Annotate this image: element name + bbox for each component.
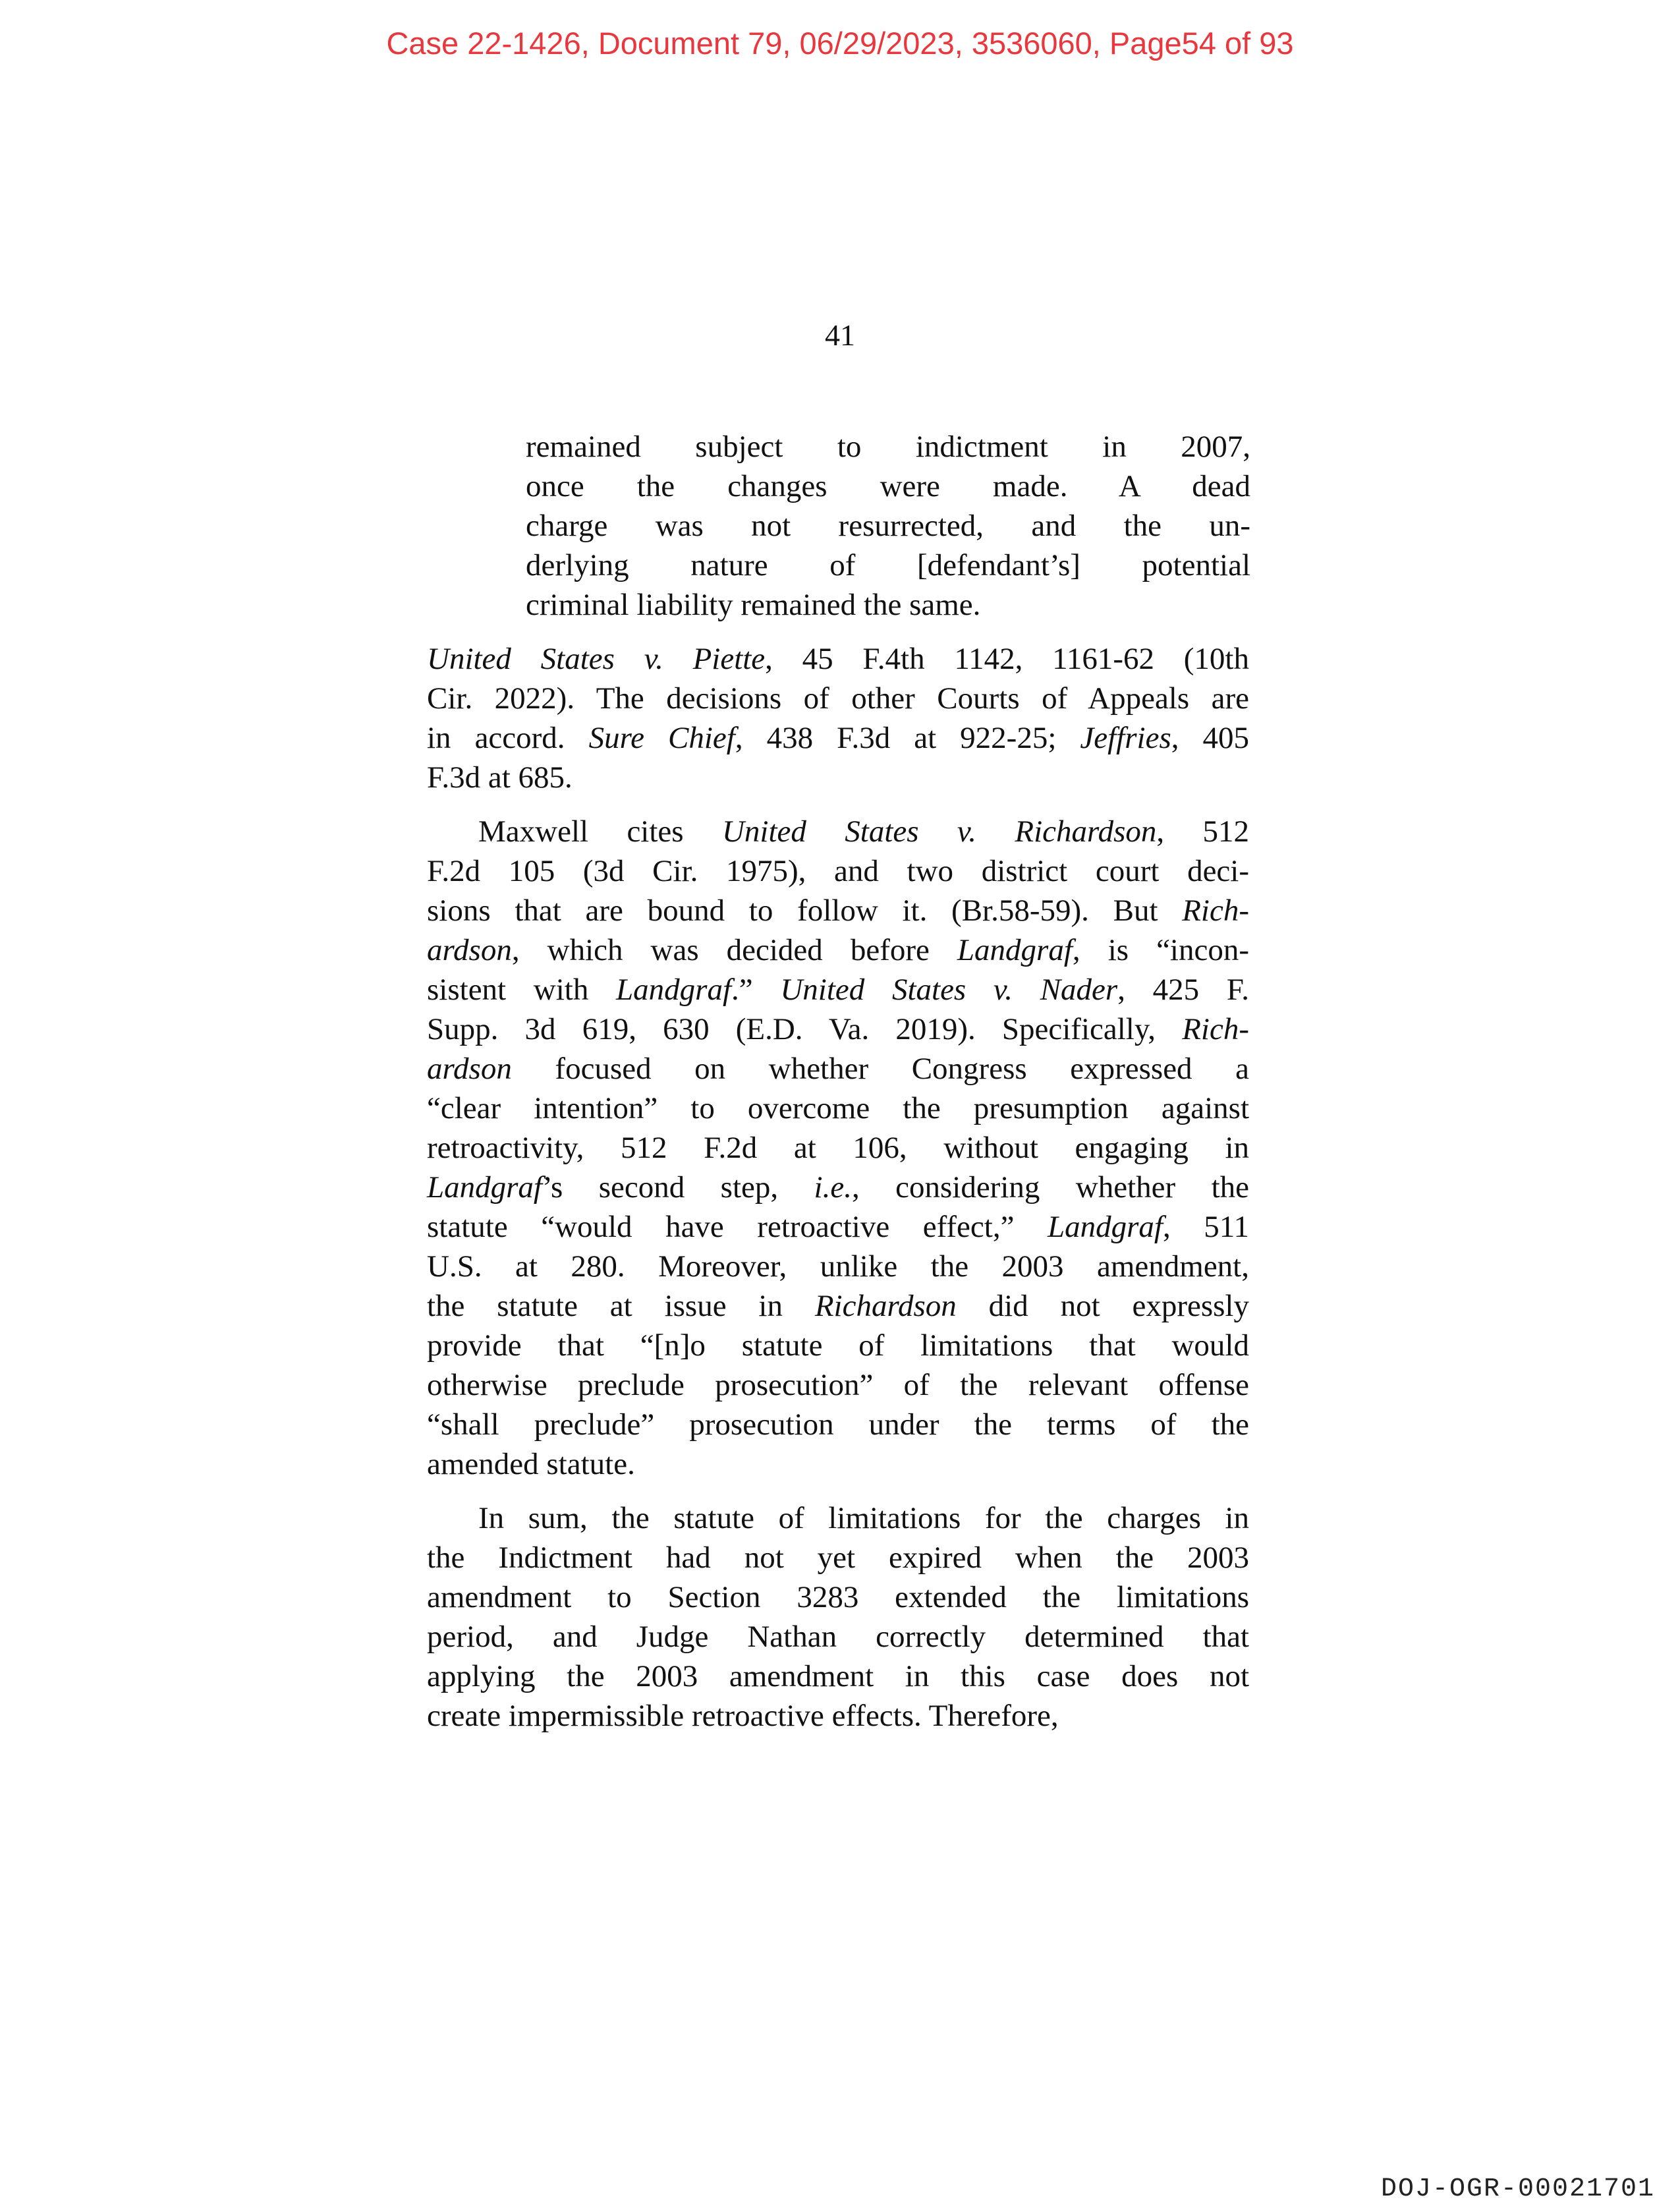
text-run: sions that are bound to follow it. (Br.58-59). But bbox=[427, 893, 1183, 928]
text-run: In sum, the statute of limitations for the charges in bbox=[478, 1501, 1249, 1535]
text-line bbox=[427, 891, 1249, 930]
text-run: , which was decided before bbox=[511, 933, 957, 967]
text-line bbox=[427, 1089, 1249, 1128]
paragraph-in-sum bbox=[427, 1498, 1249, 1736]
document-body bbox=[427, 427, 1249, 1736]
text-line bbox=[427, 679, 1249, 718]
text-run: ’s second step, bbox=[542, 1170, 814, 1205]
text-line bbox=[427, 812, 1249, 851]
text-run: , considering whether the bbox=[851, 1170, 1249, 1205]
text-run: “shall preclude” prosecution under the terms of the bbox=[427, 1407, 1249, 1442]
text-line bbox=[427, 1617, 1249, 1657]
case-filing-stamp: Case 22-1426, Document 79, 06/29/2023, 3536060, Page54 of 93 bbox=[386, 26, 1294, 61]
page-number: 41 bbox=[825, 318, 855, 352]
text-run: sistent with bbox=[427, 973, 617, 1007]
text-run: focused on whether Congress expressed a bbox=[511, 1052, 1249, 1086]
text-run: U.S. at 280. Moreover, unlike the 2003 amendment, bbox=[427, 1249, 1249, 1284]
bates-number: DOJ-OGR-00021701 bbox=[1380, 2174, 1655, 2204]
text-run: the statute at issue in bbox=[427, 1289, 815, 1323]
text-line bbox=[427, 1286, 1249, 1326]
text-run: provide that “[n]o statute of limitations that would bbox=[427, 1328, 1249, 1363]
text-run: create impermissible retroactive effects. Therefore, bbox=[427, 1699, 1059, 1733]
text-run: , 405 bbox=[1171, 721, 1250, 755]
italic-citation: Jeffries bbox=[1080, 721, 1171, 755]
text-run: F.3d at 685. bbox=[427, 760, 573, 795]
text-run: , 511 bbox=[1162, 1210, 1249, 1244]
italic-citation: Landgraf bbox=[1047, 1210, 1163, 1244]
text-run: did not expressly bbox=[956, 1289, 1249, 1323]
text-line bbox=[427, 1326, 1249, 1365]
text-run: Maxwell cites bbox=[478, 814, 722, 849]
text-line bbox=[427, 1696, 1249, 1736]
block-quote-line: remained subject to indictment in 2007, bbox=[526, 430, 1250, 464]
italic-citation: United States v. Nader bbox=[780, 973, 1118, 1007]
text-line bbox=[427, 1049, 1249, 1089]
italic-citation: Landgraf bbox=[427, 1170, 542, 1205]
text-line bbox=[427, 1128, 1249, 1168]
text-run: , 425 F. bbox=[1117, 973, 1249, 1007]
text-run: , 438 F.3d at 922-25; bbox=[735, 721, 1080, 755]
text-run: , 45 F.4th 1142, 1161-62 (10th bbox=[765, 642, 1249, 676]
text-run: amended statute. bbox=[427, 1447, 635, 1481]
text-line bbox=[427, 1207, 1249, 1247]
italic-citation: Landgraf bbox=[957, 933, 1073, 967]
italic-citation: i.e. bbox=[814, 1170, 852, 1205]
text-line bbox=[427, 758, 1249, 797]
text-line bbox=[427, 1538, 1249, 1577]
body-paragraphs bbox=[427, 639, 1249, 1736]
block-quote-line: derlying nature of [defendant’s] potential bbox=[526, 548, 1250, 582]
italic-citation: ardson bbox=[427, 1052, 512, 1086]
text-line bbox=[427, 970, 1249, 1009]
text-run: period, and Judge Nathan correctly determined that bbox=[427, 1620, 1249, 1654]
text-run: Cir. 2022). The decisions of other Courts of Appeals are bbox=[427, 681, 1249, 716]
italic-citation: United States v. Richardson bbox=[721, 814, 1157, 849]
text-run: , is “incon- bbox=[1072, 933, 1250, 967]
text-line bbox=[427, 930, 1249, 970]
block-quote-line: charge was not resurrected, and the un- bbox=[526, 509, 1250, 543]
italic-citation: Landgraf bbox=[616, 973, 732, 1007]
text-run: applying the 2003 amendment in this case does not bbox=[427, 1659, 1249, 1693]
italic-citation: Rich- bbox=[1182, 1012, 1249, 1046]
text-run: “clear intention” to overcome the presumption against bbox=[427, 1091, 1249, 1125]
italic-citation: Sure Chief bbox=[588, 721, 735, 755]
paragraph-citation bbox=[427, 639, 1249, 797]
text-run: amendment to Section 3283 extended the limitations bbox=[427, 1580, 1249, 1614]
text-line bbox=[427, 639, 1249, 679]
text-run: Supp. 3d 619, 630 (E.D. Va. 2019). Specifically, bbox=[427, 1012, 1183, 1046]
paragraph-richardson bbox=[427, 812, 1249, 1484]
text-line bbox=[427, 1444, 1249, 1484]
text-line bbox=[427, 1168, 1249, 1207]
text-line bbox=[427, 1405, 1249, 1444]
text-line bbox=[427, 851, 1249, 891]
text-run: statute “would have retroactive effect,” bbox=[427, 1210, 1048, 1244]
text-line bbox=[427, 1498, 1249, 1538]
text-line bbox=[427, 1365, 1249, 1405]
text-line bbox=[427, 1247, 1249, 1286]
text-line bbox=[427, 718, 1249, 758]
block-quote bbox=[526, 427, 1250, 625]
text-run: .” bbox=[731, 973, 781, 1007]
italic-citation: Richardson bbox=[814, 1289, 957, 1323]
italic-citation: Rich- bbox=[1182, 893, 1249, 928]
text-line bbox=[427, 1657, 1249, 1696]
text-run: , 512 bbox=[1156, 814, 1250, 849]
block-quote-line: criminal liability remained the same. bbox=[526, 588, 981, 622]
text-run: F.2d 105 (3d Cir. 1975), and two district court deci- bbox=[427, 854, 1249, 888]
text-line bbox=[427, 1577, 1249, 1617]
italic-citation: ardson bbox=[427, 933, 512, 967]
italic-citation: United States v. Piette bbox=[427, 642, 766, 676]
text-run: otherwise preclude prosecution” of the relevant offense bbox=[427, 1368, 1249, 1402]
text-line bbox=[427, 1009, 1249, 1049]
text-run: the Indictment had not yet expired when the 2003 bbox=[427, 1541, 1249, 1575]
text-run: in accord. bbox=[427, 721, 589, 755]
block-quote-line: once the changes were made. A dead bbox=[526, 469, 1250, 503]
text-run: retroactivity, 512 F.2d at 106, without engaging in bbox=[427, 1131, 1249, 1165]
